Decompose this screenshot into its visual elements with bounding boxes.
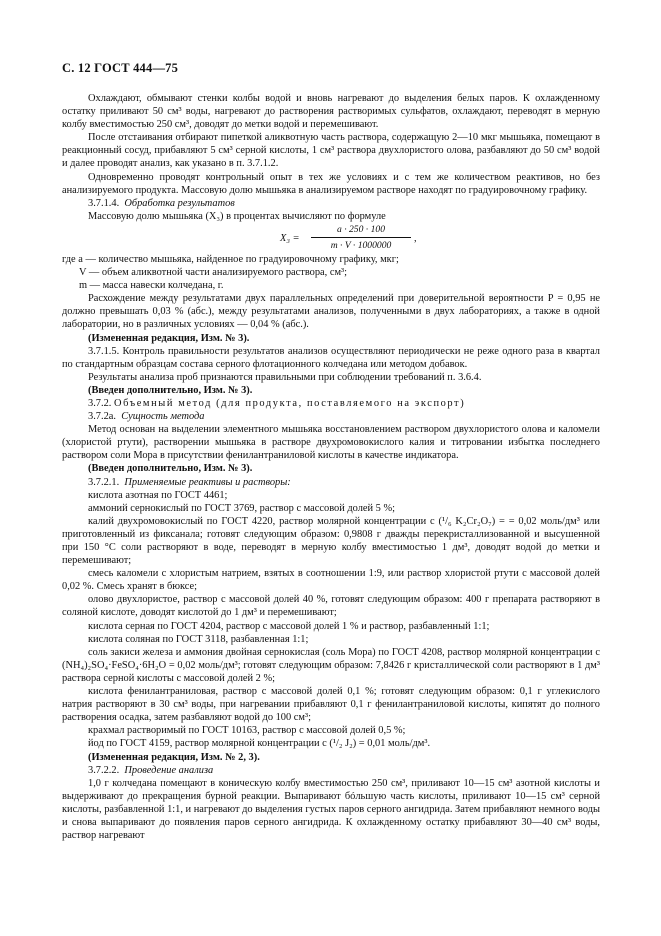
section-number: 3.7.2. [88, 397, 112, 409]
section-title: Применяемые реактивы и растворы: [124, 476, 291, 488]
formula-fraction [311, 223, 411, 252]
section-heading-372 [62, 397, 600, 410]
definition-v: V — объем аликвотной части анализируемого раствора, см³; [79, 267, 348, 279]
section-heading-3714 [62, 197, 600, 210]
section-heading-3721 [62, 476, 600, 489]
paragraph: Результаты анализа проб признаются правильными при соблюдении требований п. 3.6.4. [88, 371, 482, 383]
section-number: 3.7.2.1. [88, 476, 120, 488]
section-title: Проведение анализа [124, 764, 214, 776]
formula-lhs: X₃ = [280, 232, 300, 244]
paragraph: После отстаивания отбирают пипеткой аликвотную часть раствора, содержащую 2—10 мкг мышьяка, помещают в реакционный сосуд, прибавляют 5 см³ серной кислоты, 1 см³ раствора двухлористого олова, разбавляют до 50 см³ водой и далее проводят анализ, как указано в п. 3.7.1.2. [62, 132, 600, 170]
reagent-item: калий двухромовокислый по ГОСТ 4220, раствор молярной концентрации c (¹/₆ K₂Cr₂O₇) = = 0,02 моль/дм³ или приготовленный из фиксанала; готовят следующим образом: 0,9808 г дважды перекристаллизованной и высушенной при 150 °С соли растворяют в воде, переводят в мерную колбу вместимостью 1 дм³, доводят водой до метки и перемешивают; [62, 515, 600, 567]
section-title: Обработка результатов [124, 197, 235, 209]
paragraph: Расхождение между результатами двух параллельных определений при доверительной вероятности P = 0,95 не должно превышать 0,03 % (абс.), между результатами анализов, полученными в двух лабораториях, а также в одной лаборатории, но в различных условиях — 0,04 % (абс.). [62, 293, 600, 331]
reagent-item: кислота азотная по ГОСТ 4461; [88, 489, 228, 501]
paragraph: 1,0 г колчедана помещают в коническую колбу вместимостью 250 см³, приливают 10—15 см³ азотной кислоты и выдерживают до прекращения бурной реакции. Выпаривают бóльшую часть кислоты, приливают 10—15 см³ серной кислоты, разбавленной 1:1, и нагревают до выделения густых паров серного ангидрида. Затем прибавляют немного воды и снова выпаривают до появления паров серного ангидрида. К охлажденному остатку прибавляют 30—40 см³ воды, раствор нагревают [62, 777, 600, 842]
edit-note: (Введен дополнительно, Изм. № 3). [88, 384, 253, 396]
formula-definitions [62, 253, 600, 292]
section-number: 3.7.2.2. [88, 764, 120, 776]
section-number: 3.7.1.4. [88, 197, 120, 209]
reagent-item: кислота серная по ГОСТ 4204, раствор с массовой долей 1 % и раствор, разбавленный 1:1; [88, 620, 490, 632]
reagent-item: йод по ГОСТ 4159, раствор молярной концентрации c (¹/₂ J₂) = 0,01 моль/дм³. [88, 738, 431, 750]
paragraph: 3.7.1.5. Контроль правильности результатов анализов осуществляют периодически не реже одного раза в квартал по стандартным образцам состава серного флотационного колчедана или методом добавок. [62, 345, 600, 370]
edit-note: (Измененная редакция, Изм. № 2, 3). [88, 751, 260, 763]
formula-tail: , [414, 232, 417, 244]
reagent-item: соль закиси железа и аммония двойная сернокислая (соль Мора) по ГОСТ 4208, раствор молярной концентрации c (NH₄)₂SO₄·FeSO₄·6H₂O = 0,02 моль/дм³; готовят следующим образом: 7,8426 г кристаллической соли растворяют в 1 дм³ раствора серной кислоты с массовой долей 2 %; [62, 646, 600, 684]
section-title: Объемный метод (для продукта, поставляемого на экспорт) [114, 397, 466, 409]
section-heading-3722 [62, 764, 600, 777]
paragraph: Метод основан на выделении элементного мышьяка восстановлением раствором двухлористого олова и каломели (хлористой ртути), растворении мышьяка в растворе двухромовокислого калия и титровании избытка последнего раствором соли Мора в присутствии фенилантраниловой кислоты в качестве индикатора. [62, 424, 600, 462]
section-title: Сущность метода [121, 411, 205, 423]
section-number: 3.7.2а. [88, 411, 116, 423]
formula-denominator: m · V · 1000000 [330, 240, 392, 252]
paragraph: Охлаждают, обмывают стенки колбы водой и вновь нагревают до выделения белых паров. К охлажденному остатку приливают 50 см³ воды, нагревают до растворения растворимых сульфатов, охлаждают, переводят в мерную колбу вместимостью 250 см³, доводят до метки водой и перемешивают. [62, 93, 600, 131]
paragraph: Одновременно проводят контрольный опыт в тех же условиях и с тем же количеством реактивов, но без анализируемого продукта. Массовую долю мышьяка в анализируемом растворе находят по градуировочному графику. [62, 171, 600, 196]
reagent-item: аммоний сернокислый по ГОСТ 3769, раствор с массовой долей 5 %; [88, 502, 396, 514]
paragraph: Массовую долю мышьяка (X₃) в процентах вычисляют по формуле [88, 210, 386, 222]
definition-m: m — масса навески колчедана, г. [79, 280, 224, 292]
formula-x3 [62, 223, 600, 253]
edit-note: (Измененная редакция, Изм. № 3). [88, 332, 250, 344]
reagent-item: смесь каломели с хлористым натрием, взятых в соотношении 1:9, или раствор хлористой ртути с массовой долей 0,02 %. Смесь хранят в бюксе; [62, 568, 600, 593]
reagent-item: крахмал растворимый по ГОСТ 10163, раствор с массовой долей 0,5 %; [88, 725, 406, 737]
formula-numerator: a · 250 · 100 [311, 223, 411, 238]
reagent-item: кислота фенилантраниловая, раствор с массовой долей 0,1 %; готовят следующим образом: 0,1 г углекислого натрия растворяют в 30 см³ воды, при нагревании прибавляют 0,1 г фенилантраниловой кислоты, кипятят до полного растворения осадка, затем разбавляют водой до 100 см³; [62, 686, 600, 724]
definition-a: где a — количество мышьяка, найденное по градуировочному графику, мкг; [62, 253, 399, 265]
section-heading-372a [62, 410, 600, 423]
edit-note: (Введен дополнительно, Изм. № 3). [88, 463, 253, 475]
reagent-item: олово двухлористое, раствор с массовой долей 40 %, готовят следующим образом: 400 г препарата растворяют в соляной кислоте, доводят кислотой до 1 дм³ и перемешивают; [62, 594, 600, 619]
reagent-item: кислота соляная по ГОСТ 3118, разбавленная 1:1; [88, 633, 309, 645]
page-header: С. 12 ГОСТ 444—75 [62, 61, 179, 75]
document-body [62, 92, 600, 842]
